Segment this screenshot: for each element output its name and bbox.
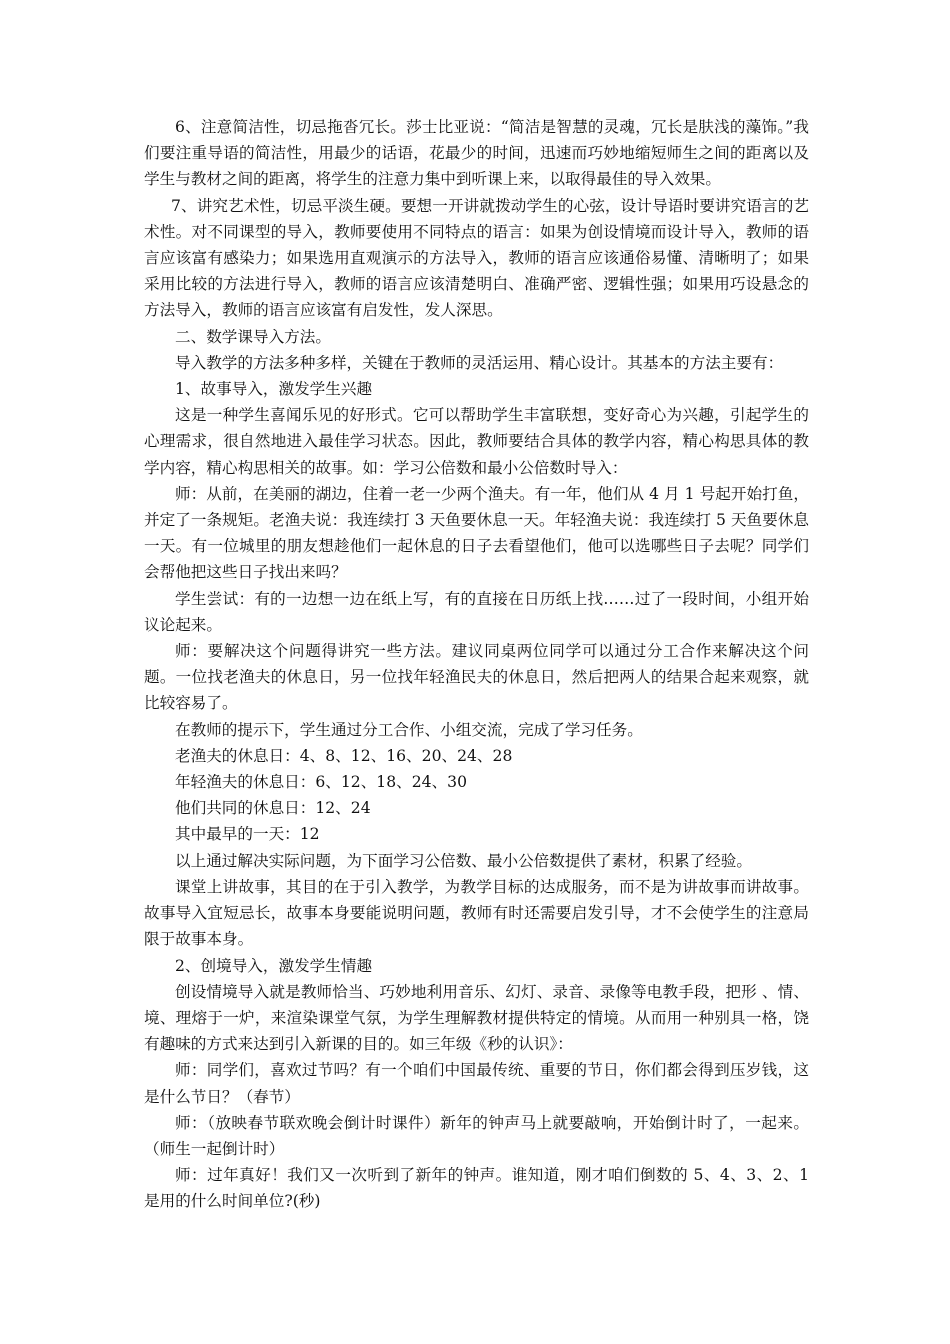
common-rest-days: 他们共同的休息日：12、24 [175,799,371,818]
teacher-method-paragraph: 师：要解决这个问题得讲究一些方法。建议同桌两位同学可以通过分工合作来解决这个问题。一位找老渔夫的休息日，另一位找年轻渔民夫的休息日，然后把两人的结果合起来观察，就比较容易了。 [144,642,809,713]
summary-line: 以上通过解决实际问题，为下面学习公倍数、最小公倍数提供了素材，积累了经验。 [175,851,752,870]
method-1-description: 这是一种学生喜闻乐见的好形式。它可以帮助学生丰富联想，变好奇心为兴趣，引起学生的心理需求，很自然地进入最佳学习状态。因此，教师要结合具体的教学内容，精心构思具体的教学内容，精心构思相关的故事。如：学习公倍数和最小公倍数时导入： [144,406,809,477]
paragraph-point-7: 7、讲究艺术性，切忌平淡生硬。要想一开讲就拨动学生的心弦，设计导语时要讲究语言的艺术性。对不同课型的导入，教师要使用不同特点的语言：如果为创设情境而设计导入，教师的语言应该富有感染力；如果选用直观演示的方法导入，教师的语言应该通俗易懂、清晰明了；如果采用比较的方法进行导入，教师的语言应该清楚明白、准确严密、逻辑性强；如果用巧设悬念的方法导入，教师的语言应该富有启发性，发人深思。 [144,196,809,320]
student-attempt-paragraph: 学生尝试：有的一边想一边在纸上写，有的直接在日历纸上找……过了一段时间，小组开始议论起来。 [144,589,809,634]
method-2-description: 创设情境导入就是教师恰当、巧妙地利用音乐、幻灯、录音、录像等电教手段，把形 、情、境、理熔于一炉，来渲染课堂气氛，为学生理解教材提供特定的情境。从而用一种别具一格，饶有趣味的方式来达到引入新课的目的。如三年级《秒的认识》： [144,982,809,1054]
story-purpose-paragraph: 课堂上讲故事，其目的在于引入教学，为教学目标的达成服务，而不是为讲故事而讲故事。故事导入宜短忌长，故事本身要能说明问题，教师有时还需要启发引导，才不会使学生的注意局限于故事本身。 [144,877,809,949]
method-1-heading: 1、故事导入，激发学生兴趣 [175,380,373,399]
old-fisherman-rest-days: 老渔夫的休息日：4、8、12、16、20、24、28 [175,746,513,765]
teacher-countdown-paragraph: 师：（放映春节联欢晚会倒计时课件）新年的钟声马上就要敲响，开始倒计时了，一起来。（师生一起倒计时） [144,1113,809,1158]
method-2-heading: 2、创境导入，激发学生情趣 [175,956,373,975]
teacher-holiday-question: 师：同学们，喜欢过节吗？有一个咱们中国最传统、重要的节日，你们都会得到压岁钱，这是什么节日？（春节） [144,1061,809,1106]
paragraph-point-6: 6、注意简洁性，切忌拖沓冗长。莎士比亚说：“简洁是智慧的灵魂，冗长是肤浅的藻饰。”我们要注重导语的简洁性，用最少的话语，花最少的时间，迅速而巧妙地缩短师生之间的距离以及学生与教材之间的距离，将学生的注意力集中到听课上来，以取得最佳的导入效果。 [144,118,809,189]
teacher-time-unit-question: 师：过年真好！我们又一次听到了新年的钟声。谁知道，刚才咱们倒数的 5、4、3、2、1 是用的什么时间单位?(秒) [144,1166,809,1211]
earliest-day: 其中最早的一天：12 [175,825,320,844]
teacher-hint-line: 在教师的提示下，学生通过分工合作、小组交流，完成了学习任务。 [175,720,643,739]
section-heading-2: 二、数学课导入方法。 [175,327,331,346]
document-page [144,114,809,1215]
intro-methods-line: 导入教学的方法多种多样，关键在于教师的灵活运用、精心设计。其基本的方法主要有： [175,353,784,372]
teacher-story-paragraph: 师：从前，在美丽的湖边，住着一老一少两个渔夫。有一年，他们从 4 月 1 号起开始打鱼，并定了一条规矩。老渔夫说：我连续打 3 天鱼要休息一天。年轻渔夫说：我连续打 5 天鱼要休息一天。有一位城里的朋友想趁他们一起休息的日子去看望他们，他可以选哪些日子去呢？同学们会帮他把这些日子找出来吗？ [144,484,809,582]
young-fisherman-rest-days: 年轻渔夫的休息日：6、12、18、24、30 [175,773,468,792]
